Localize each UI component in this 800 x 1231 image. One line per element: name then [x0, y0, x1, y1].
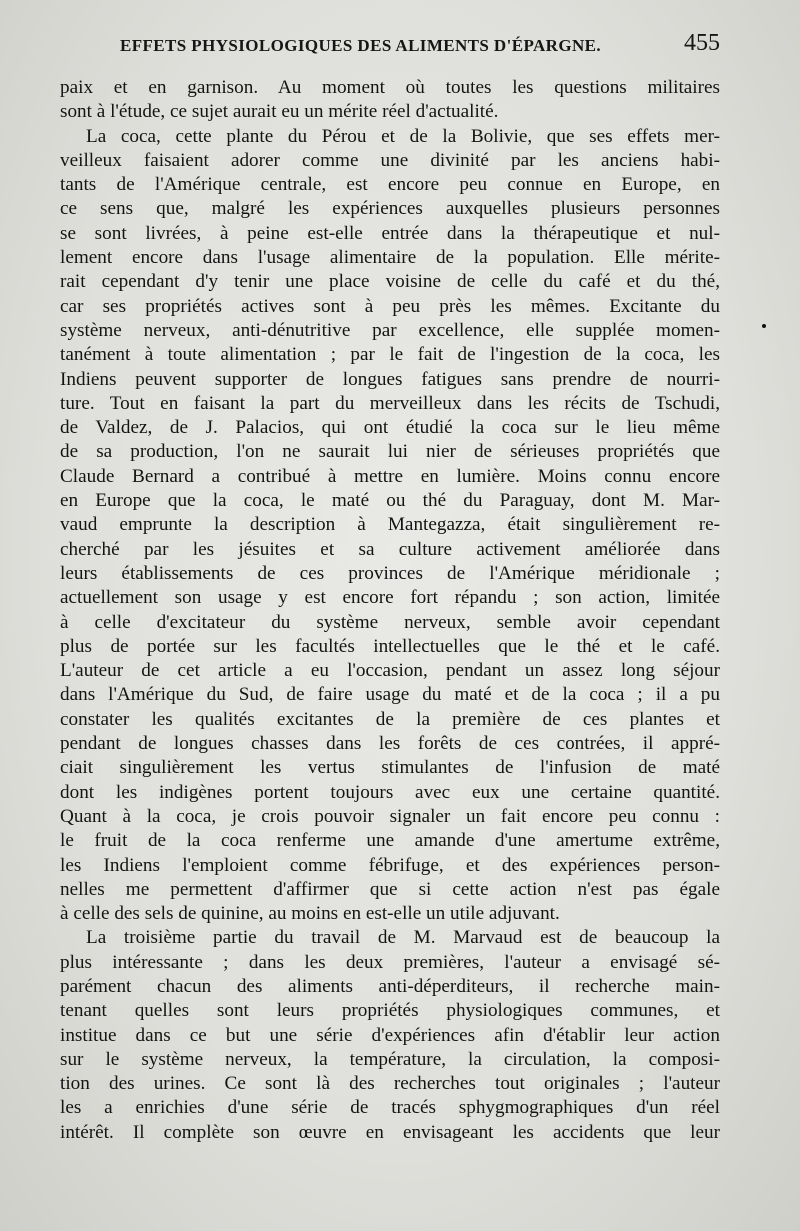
text-line: leurs établissements de ces provinces de l'Amérique méridionale ; [60, 562, 720, 584]
text-line: plus de portée sur les facultés intellectuelles que le thé et le café. [60, 635, 720, 657]
page-number: 455 [684, 30, 720, 56]
text-line: car ses propriétés actives sont à peu près les mêmes. Excitante du [60, 295, 720, 317]
text-line: intérêt. Il complète son œuvre en envisageant les accidents que leur [60, 1121, 720, 1143]
text-line: tenant quelles sont leurs propriétés physiologiques communes, et [60, 1000, 720, 1022]
text-line: plus intéressante ; dans les deux premières, l'auteur a envisagé sé- [60, 951, 720, 973]
text-line: veilleux faisaient adorer comme une divinité par les anciens habi- [60, 149, 720, 171]
text-line: L'auteur de cet article a eu l'occasion, pendant un assez long séjour [60, 660, 720, 682]
text-line: vaud emprunte la description à Mantegazza, était singulièrement re- [60, 514, 720, 536]
text-line: les Indiens l'emploient comme fébrifuge, et des expériences person- [60, 854, 720, 876]
text-line: pendant de longues chasses dans les forêts de ces contrées, il appré- [60, 733, 720, 755]
text-line: de Valdez, de J. Palacios, qui ont étudié la coca sur le lieu même [60, 417, 720, 439]
text-line: ce sens que, malgré les expériences auxquelles plusieurs personnes [60, 198, 720, 220]
text-line: La troisième partie du travail de M. Marvaud est de beaucoup la [86, 927, 720, 949]
text-line: tion des urines. Ce sont là des recherches tout originales ; l'auteur [60, 1073, 720, 1095]
text-line: Indiens peuvent supporter de longues fatigues sans prendre de nourri- [60, 368, 720, 390]
text-line: parément chacun des aliments anti-déperditeurs, il recherche main- [60, 975, 720, 997]
text-line: La coca, cette plante du Pérou et de la Bolivie, que ses effets mer- [86, 125, 720, 147]
text-line: cherché par les jésuites et sa culture activement améliorée dans [60, 538, 720, 560]
text-line: à celle d'excitateur du système nerveux, semble avoir cependant [60, 611, 720, 633]
text-line: actuellement son usage y est encore fort répandu ; son action, limitée [60, 587, 720, 609]
text-line: les a enrichies d'une série de tracés sphygmographiques d'un réel [60, 1097, 720, 1119]
running-title: EFFETS PHYSIOLOGIQUES DES ALIMENTS D'ÉPARGNE. [120, 36, 602, 55]
text-line: en Europe que la coca, le maté ou thé du Paraguay, dont M. Mar- [60, 490, 720, 512]
text-line: le fruit de la coca renferme une amande d'une amertume extrême, [60, 830, 720, 852]
text-line: ciait singulièrement les vertus stimulantes de l'infusion de maté [60, 757, 720, 779]
page-header [60, 30, 720, 70]
text-line: système nerveux, anti-dénutritive par excellence, elle supplée momen- [60, 319, 720, 341]
text-line: se sont livrées, à peine est-elle entrée dans la thérapeutique et nul- [60, 222, 720, 244]
text-line: à celle des sels de quinine, au moins en est-elle un utile adjuvant. [60, 903, 560, 925]
body-text [60, 76, 720, 1145]
margin-ink-mark [762, 324, 766, 328]
text-line: nelles me permettent d'affirmer que si cette action n'est pas égale [60, 878, 720, 900]
text-line: sont à l'étude, ce sujet aurait eu un mérite réel d'actualité. [60, 101, 499, 123]
text-line: sur le système nerveux, la température, la circulation, la composi- [60, 1048, 720, 1070]
text-line: paix et en garnison. Au moment où toutes les questions militaires [60, 77, 720, 98]
text-line: dont les indigènes portent toujours avec eux une certaine quantité. [60, 781, 720, 803]
text-line: constater les qualités excitantes de la première de ces plantes et [60, 708, 720, 730]
text-line: de sa production, l'on ne saurait lui nier de sérieuses propriétés que [60, 441, 720, 463]
text-line: tanément à toute alimentation ; par le fait de l'ingestion de la coca, les [60, 344, 720, 366]
text-line: Claude Bernard a contribué à mettre en lumière. Moins connu encore [60, 465, 720, 487]
text-line: Quant à la coca, je crois pouvoir signaler un fait encore peu connu : [60, 805, 720, 827]
text-line: ture. Tout en faisant la part du merveilleux dans les récits de Tschudi, [60, 392, 720, 414]
text-line: lement encore dans l'usage alimentaire de la population. Elle mérite- [60, 247, 720, 269]
text-line: dans l'Amérique du Sud, de faire usage du maté et de la coca ; il a pu [60, 684, 720, 706]
text-line: rait cependant d'y tenir une place voisine de celle du café et du thé, [60, 271, 720, 293]
text-line: institue dans ce but une série d'expériences afin d'établir leur action [60, 1024, 720, 1046]
text-line: tants de l'Amérique centrale, est encore peu connue en Europe, en [60, 174, 720, 196]
